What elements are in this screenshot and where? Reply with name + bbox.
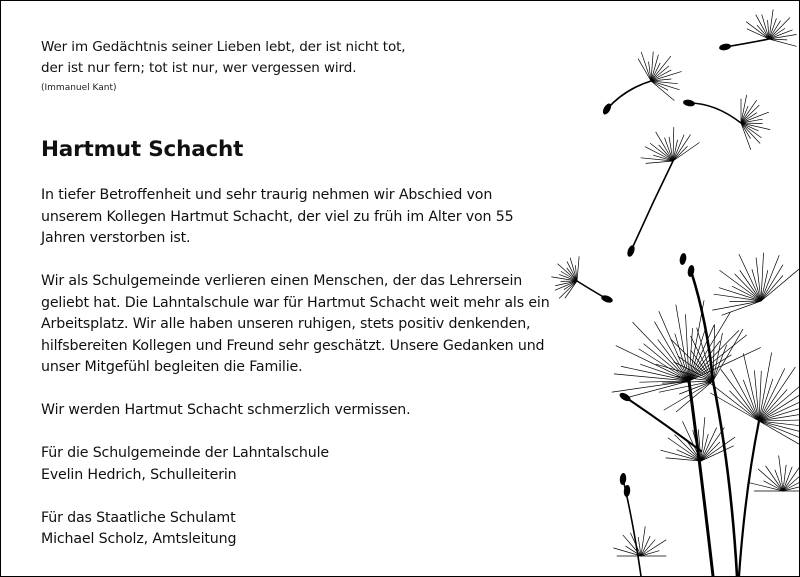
signature-line: Evelin Hedrich, Schulleiterin — [41, 466, 237, 483]
signature-line: Für die Schulgemeinde der Lahntalschule — [41, 445, 329, 461]
paragraph-line: Wir als Schulgemeinde verlieren einen Menschen, der das Lehrersein — [41, 273, 523, 289]
paragraph-line: In tiefer Betroffenheit und sehr traurig nehmen wir Abschied von — [41, 187, 493, 203]
paragraph-line: geliebt hat. Die Lahntalschule war für Hartmut Schacht weit mehr als ein — [41, 294, 550, 311]
signature-line: Für das Staatliche Schulamt — [41, 509, 236, 526]
paragraph-line: Jahren verstorben ist. — [41, 230, 191, 246]
deceased-name-title: Hartmut Schacht — [41, 137, 244, 162]
paragraph-line: unser Mitgefühl begleiten die Familie. — [41, 359, 303, 375]
paragraph-line: Arbeitsplatz. Wir alle haben unseren ruhigen, stets positiv denkenden, — [41, 316, 531, 332]
quote-source: (Immanuel Kant) — [41, 83, 117, 93]
signature-line: Michael Scholz, Amtsleitung — [41, 531, 237, 547]
paragraph-line: Wir werden Hartmut Schacht schmerzlich vermissen. — [41, 402, 411, 418]
paragraph-line: unserem Kollegen Hartmut Schacht, der viel zu früh im Alter von 55 — [41, 208, 514, 225]
quote-line-1: Wer im Gedächtnis seiner Lieben lebt, der ist nicht tot, — [41, 39, 406, 55]
quote-line-2: der ist nur fern; tot ist nur, wer vergessen wird. — [41, 60, 357, 76]
dandelion-seeds-icon — [1, 1, 799, 576]
paragraph-line: hilfsbereiten Kollegen und Freund sehr geschätzt. Unsere Gedanken und — [41, 337, 545, 354]
